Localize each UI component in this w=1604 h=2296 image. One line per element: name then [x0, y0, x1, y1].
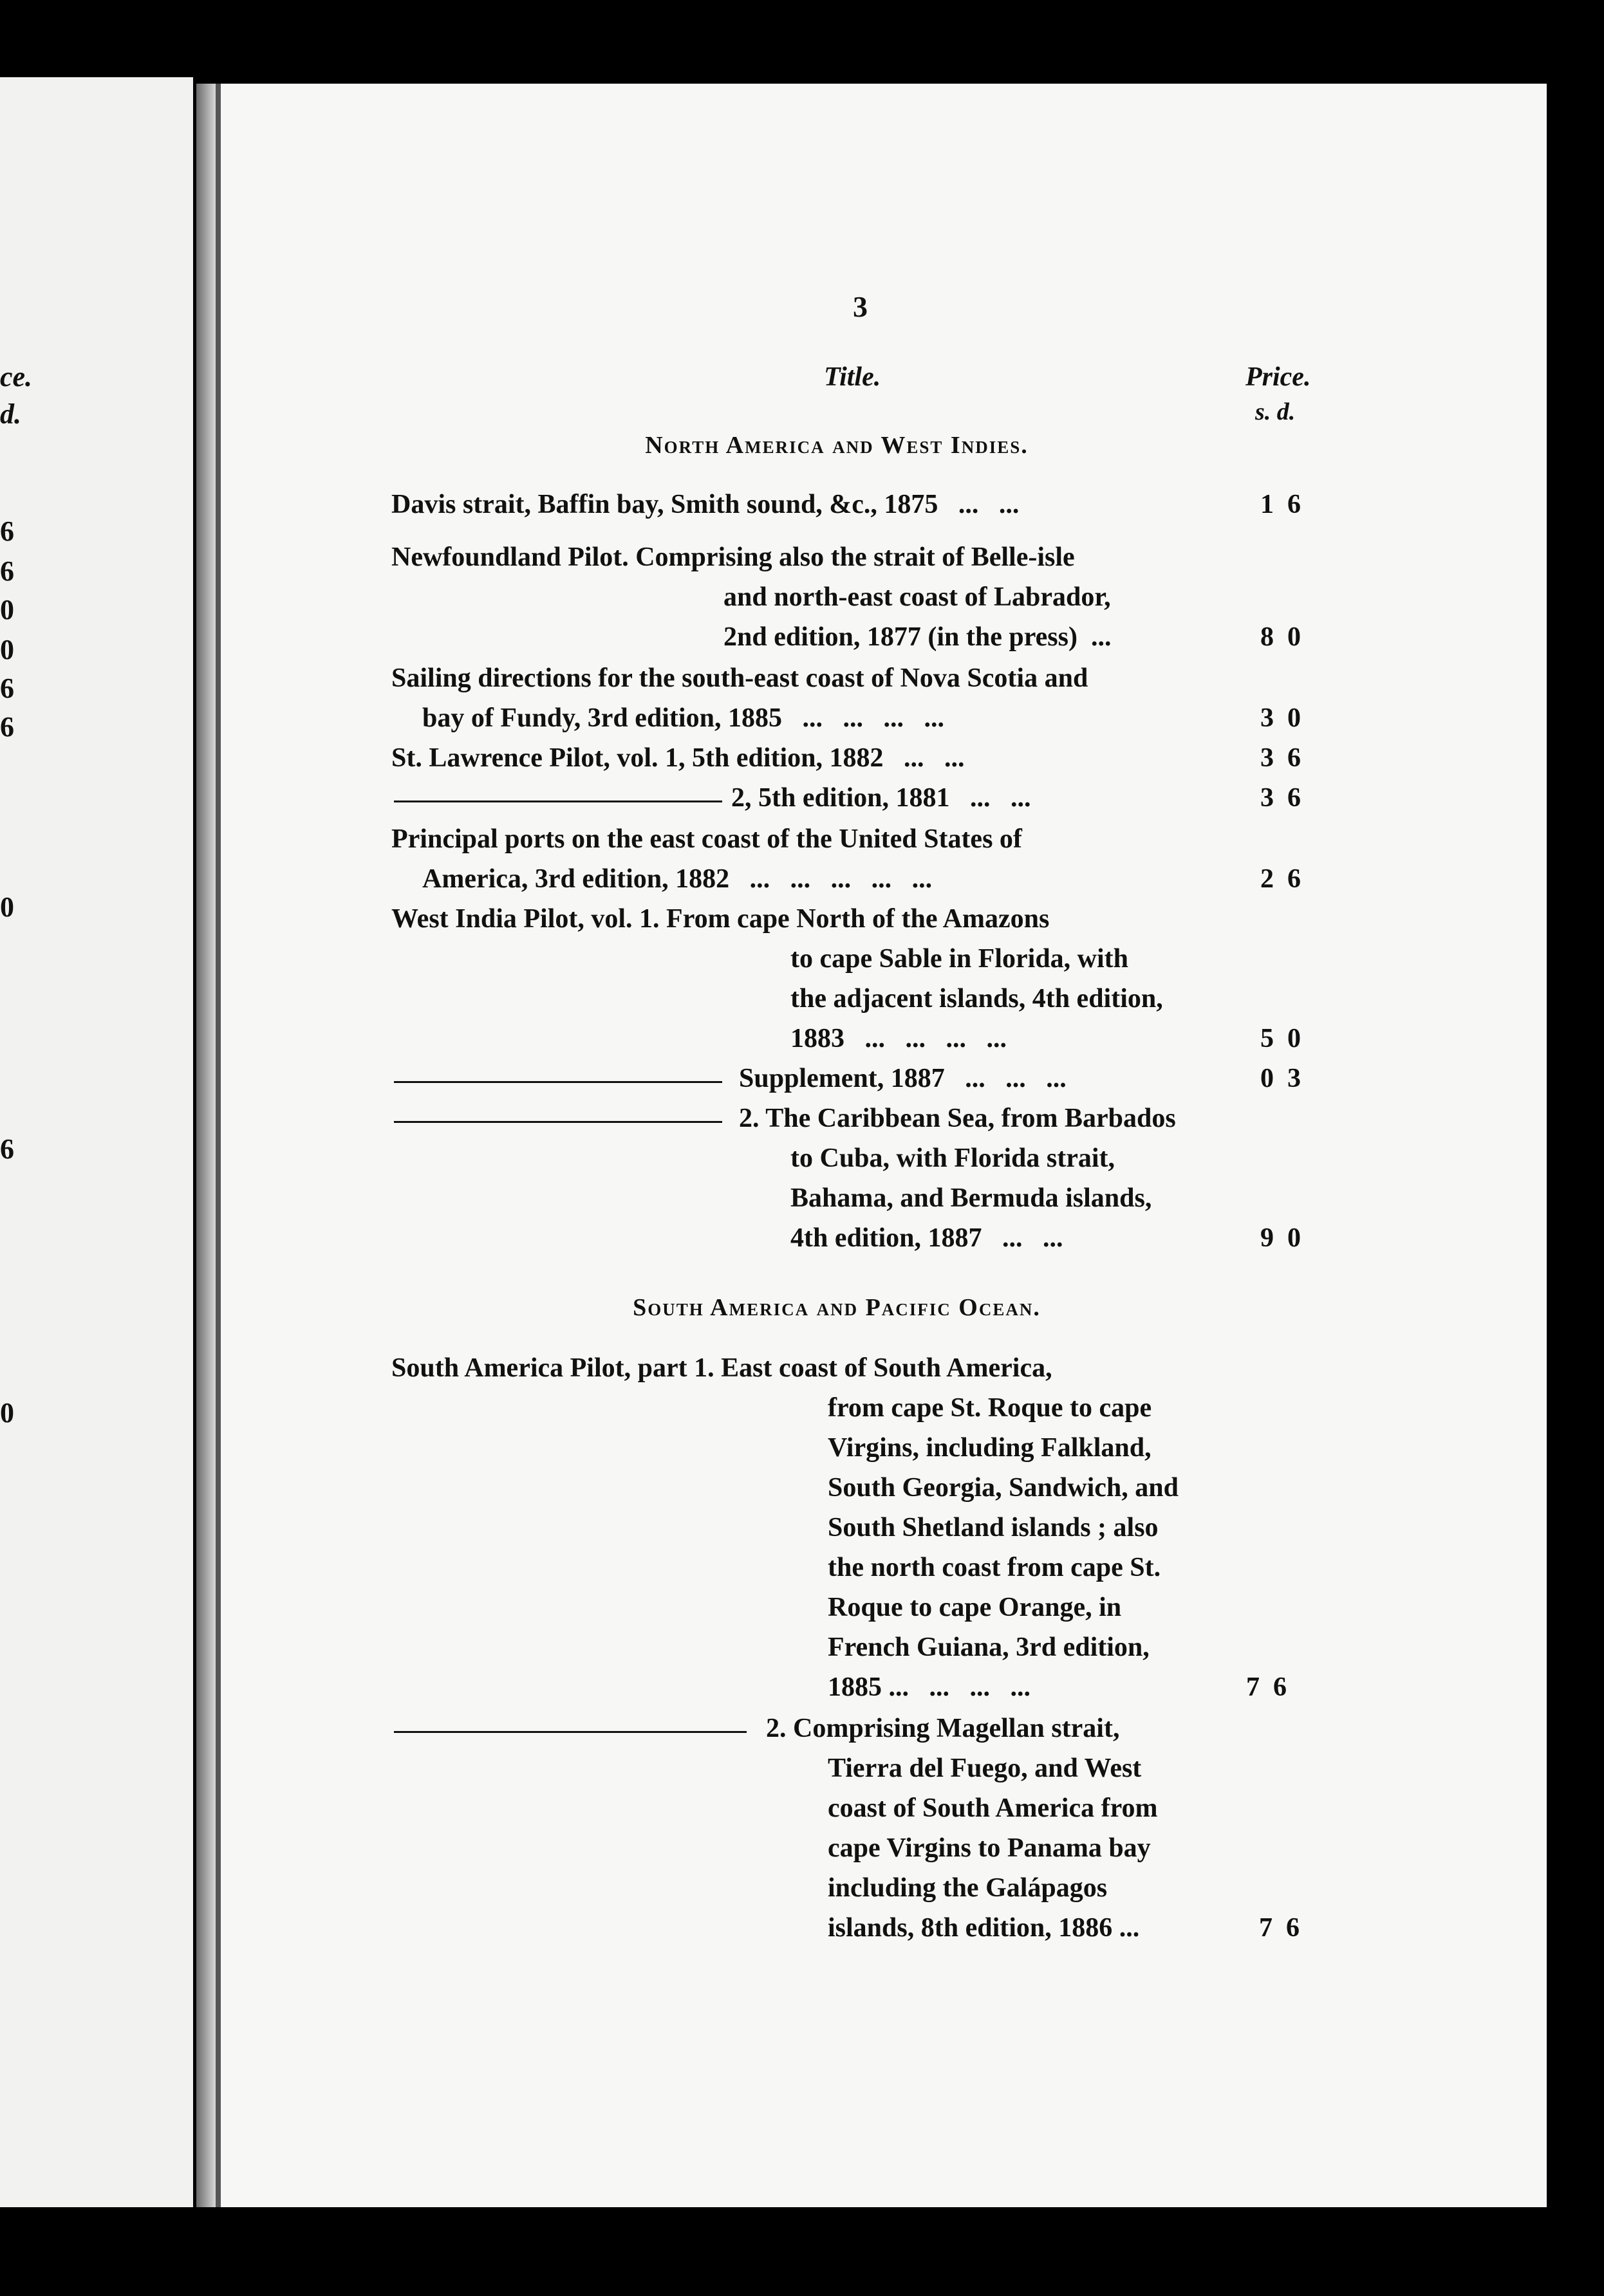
entry-line: the adjacent islands, 4th edition,: [790, 984, 1163, 1014]
entry-price: 5 0: [1260, 1024, 1301, 1053]
entry-line: the north coast from cape St.: [828, 1553, 1161, 1582]
entry-line: including the Galápagos: [828, 1873, 1108, 1903]
entry-line: 2. Comprising Magellan strait,: [766, 1714, 1120, 1743]
entry-line: Supplement, 1887 ... ... ...: [739, 1064, 1067, 1093]
entry-line: and north-east coast of Labrador,: [723, 582, 1111, 612]
entry-line: South Shetland islands ; also: [828, 1513, 1159, 1542]
entry-line: 2. The Caribbean Sea, from Barbados: [739, 1104, 1176, 1133]
entry-price: 7 6: [1246, 1672, 1287, 1702]
entry-line: French Guiana, 3rd edition,: [828, 1633, 1150, 1662]
left-digit: 6: [0, 555, 14, 587]
left-digit: 0: [0, 1397, 14, 1429]
left-page-margin: [0, 77, 193, 2207]
left-col-header-d: d.: [0, 398, 21, 430]
entry-line: 2nd edition, 1877 (in the press) ...: [723, 622, 1112, 652]
entry-line: to cape Sable in Florida, with: [790, 944, 1129, 974]
entry-line: 1883 ... ... ... ...: [790, 1024, 1007, 1053]
entry-line: islands, 8th edition, 1886 ...: [828, 1913, 1140, 1943]
entry-price: 9 0: [1260, 1223, 1301, 1253]
entry-line: Davis strait, Baffin bay, Smith sound, &c., 1875 ... ...: [391, 490, 1020, 519]
ditto-rule: [394, 1121, 722, 1123]
entry-line: South America Pilot, part 1. East coast of South America,: [391, 1353, 1052, 1383]
page-number: 3: [853, 290, 868, 323]
entry-line: coast of South America from: [828, 1793, 1158, 1823]
left-digit: 6: [0, 672, 14, 704]
ditto-rule: [394, 801, 722, 802]
ditto-rule: [394, 1081, 722, 1083]
entry-price: 0 3: [1260, 1064, 1301, 1093]
entry-line: 1885 ... ... ... ...: [828, 1672, 1030, 1702]
entry-price: 3 6: [1260, 783, 1301, 813]
entry-line: Bahama, and Bermuda islands,: [790, 1183, 1152, 1213]
entry-price: 2 6: [1260, 864, 1301, 894]
entry-line: St. Lawrence Pilot, vol. 1, 5th edition, 1882 ... ...: [391, 743, 965, 773]
entry-line: Sailing directions for the south-east coast of Nova Scotia and: [391, 663, 1088, 693]
entry-line: Tierra del Fuego, and West: [828, 1754, 1142, 1783]
entry-price: 1 6: [1260, 490, 1301, 519]
entry-line: Virgins, including Falkland,: [828, 1433, 1152, 1463]
column-header-price: Price.: [1245, 362, 1311, 392]
left-col-header-price: ce.: [0, 361, 33, 393]
entry-line: South Georgia, Sandwich, and: [828, 1473, 1179, 1503]
entry-line: America, 3rd edition, 1882 ... ... ... ... ...: [422, 864, 933, 894]
book-spine-gutter: [196, 84, 216, 2207]
entry-price: 8 0: [1260, 622, 1301, 652]
left-digit: 6: [0, 1133, 14, 1165]
left-digit: 0: [0, 634, 14, 665]
entry-line: to Cuba, with Florida strait,: [790, 1143, 1115, 1173]
left-digit: 6: [0, 515, 14, 547]
column-header-units: s. d.: [1255, 398, 1296, 425]
entry-line: Newfoundland Pilot. Comprising also the strait of Belle-isle: [391, 542, 1075, 572]
entry-line: West India Pilot, vol. 1. From cape North of the Amazons: [391, 904, 1050, 934]
entry-line: Roque to cape Orange, in: [828, 1593, 1122, 1622]
entry-price: 3 0: [1260, 703, 1301, 733]
left-digit: 0: [0, 891, 14, 923]
entry-line: bay of Fundy, 3rd edition, 1885 ... ... ... ...: [422, 703, 944, 733]
entry-line: Principal ports on the east coast of the United States of: [391, 824, 1022, 854]
entry-line: 2, 5th edition, 1881 ... ...: [731, 783, 1031, 813]
column-header-title: Title.: [824, 362, 881, 392]
left-digit: 0: [0, 594, 14, 625]
entry-line: 4th edition, 1887 ... ...: [790, 1223, 1063, 1253]
entry-price: 7 6: [1259, 1913, 1300, 1943]
ditto-rule: [394, 1731, 747, 1733]
left-digit: 6: [0, 711, 14, 743]
section-heading-south-america: South America and Pacific Ocean.: [633, 1294, 1041, 1321]
entry-line: cape Virgins to Panama bay: [828, 1833, 1151, 1863]
entry-price: 3 6: [1260, 743, 1301, 773]
entry-line: from cape St. Roque to cape: [828, 1393, 1152, 1423]
section-heading-north-america: North America and West Indies.: [645, 432, 1029, 459]
